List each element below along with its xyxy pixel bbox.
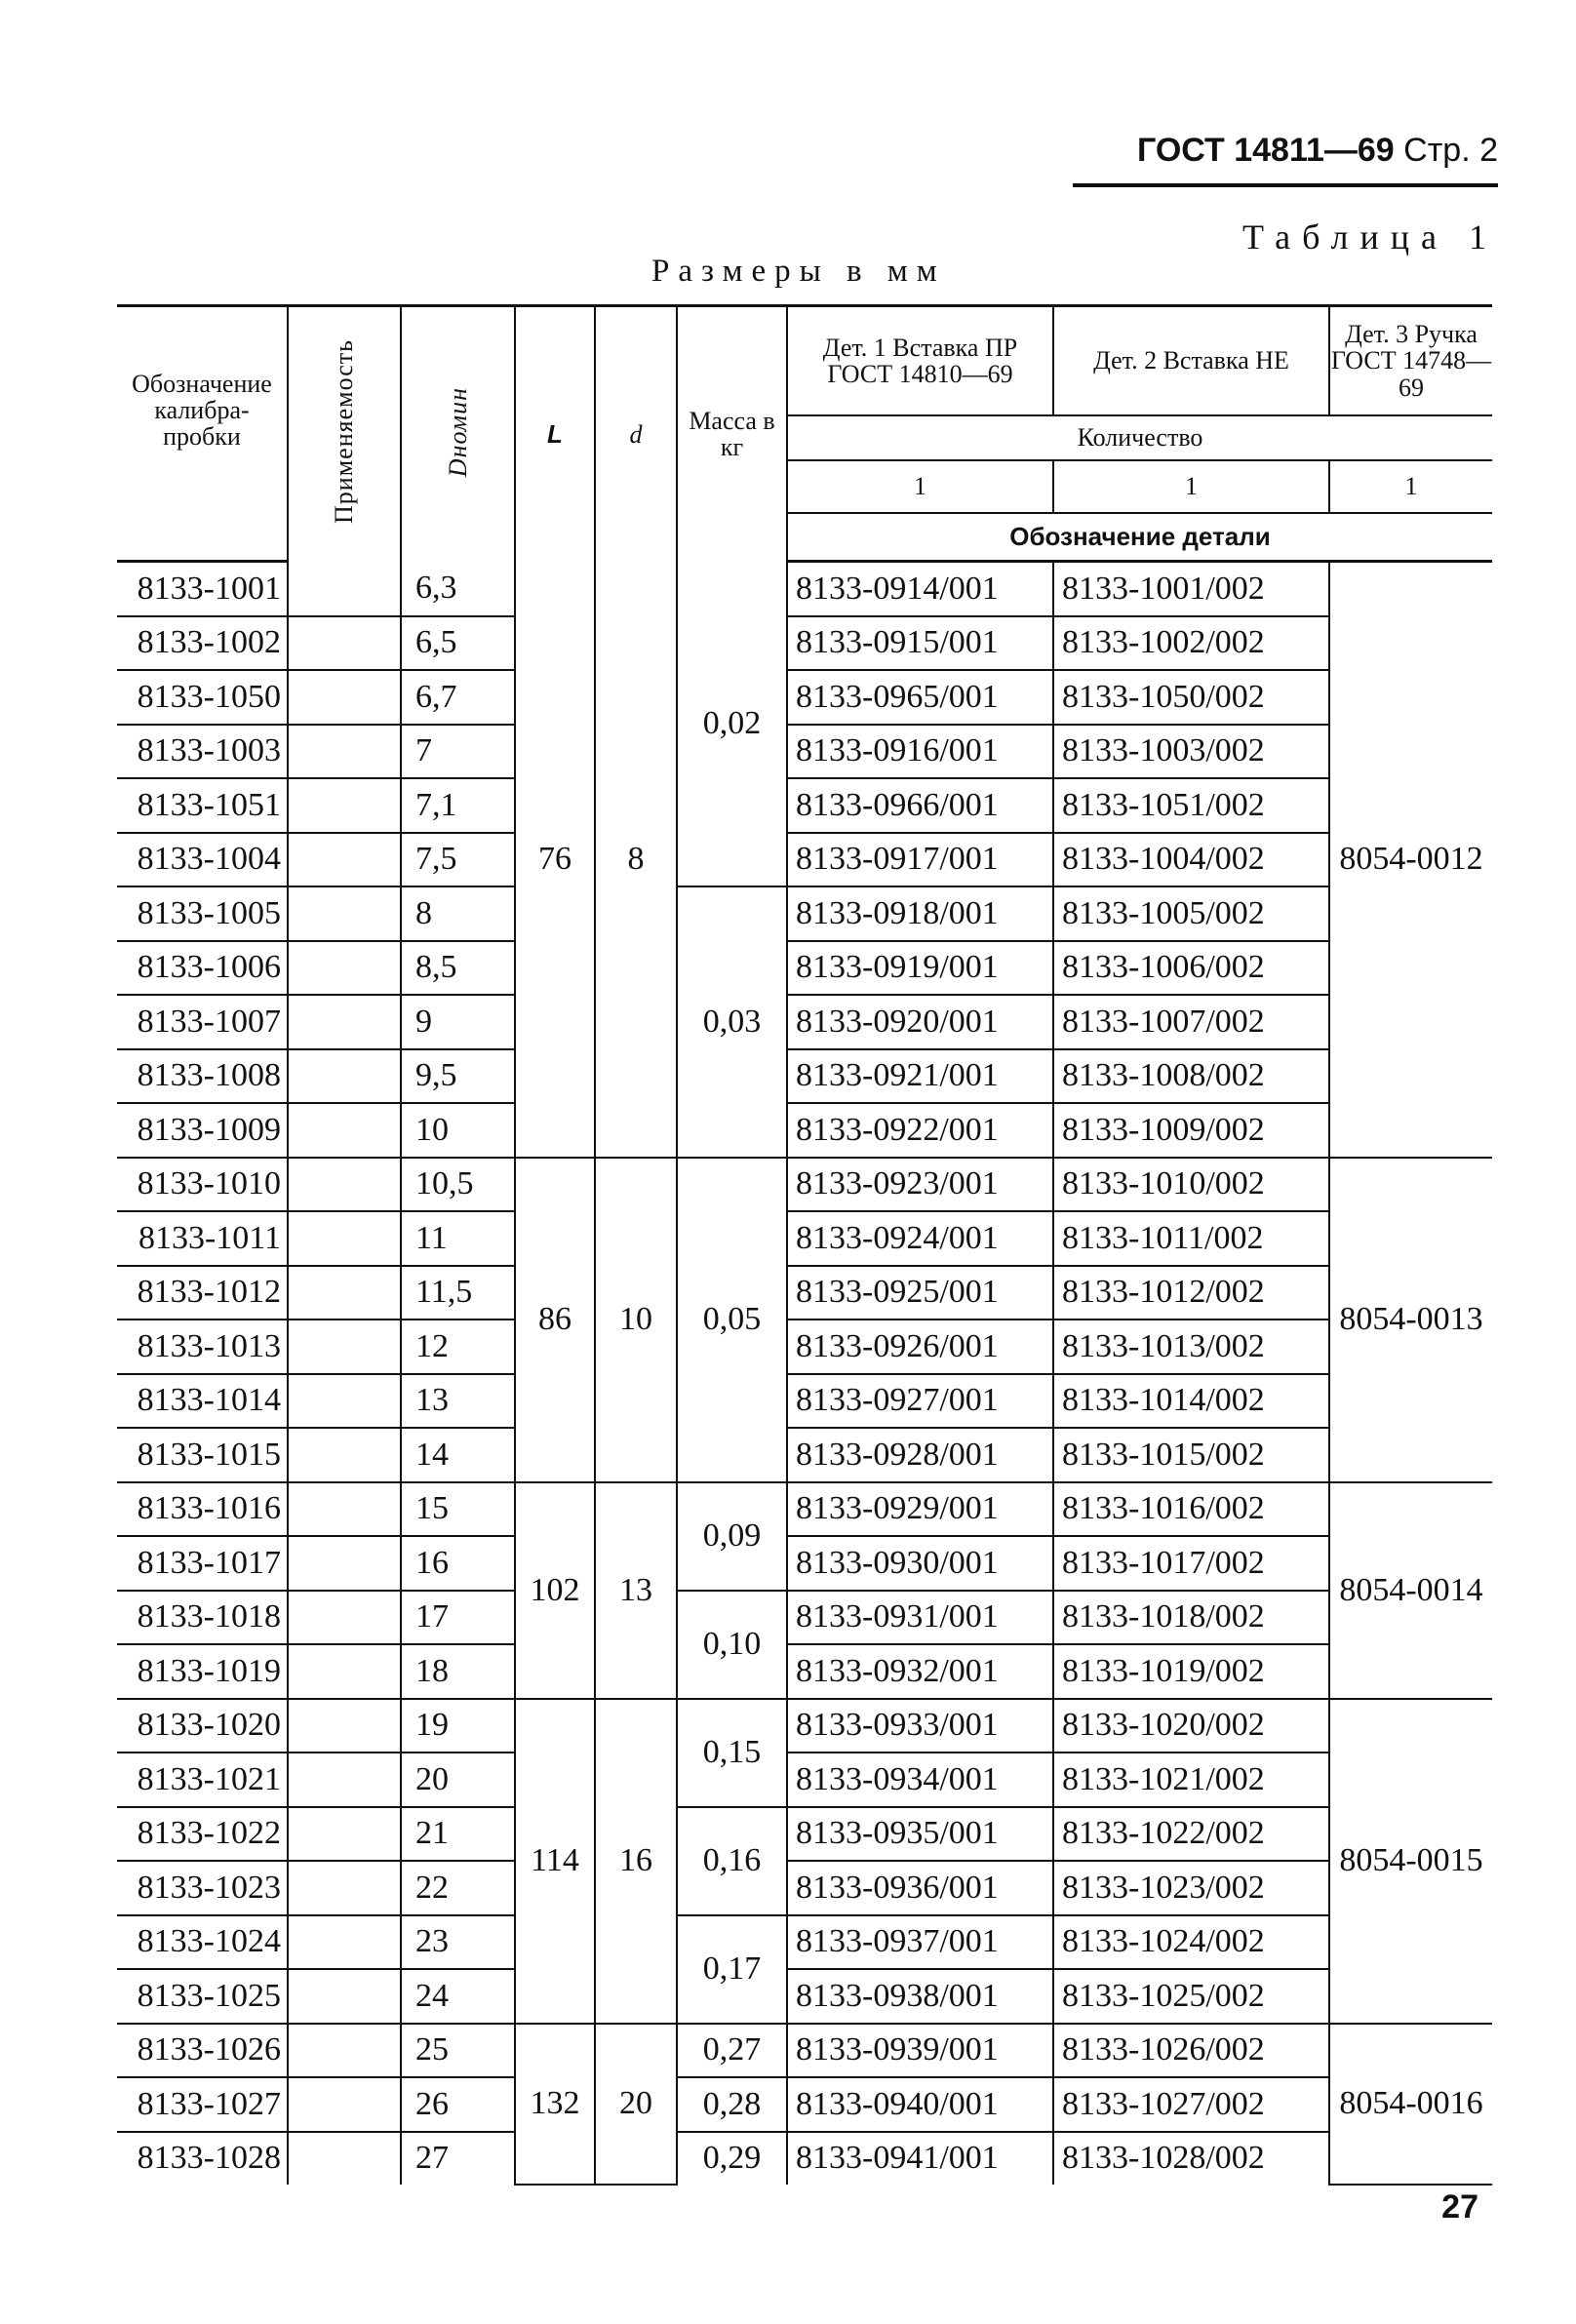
gauge-code: 8133-1001	[117, 562, 288, 616]
d-nom-cell: 10,5	[401, 1158, 515, 1212]
part2-designation: 8133-1003/002	[1053, 725, 1329, 779]
part1-designation: 8133-0929/001	[787, 1482, 1053, 1537]
applicability-cell	[288, 1699, 401, 1753]
gauge-code: 8133-1014	[117, 1374, 288, 1429]
gauge-code: 8133-1027	[117, 2077, 288, 2132]
part2-designation: 8133-1002/002	[1053, 616, 1329, 671]
d-nom-cell: 7,5	[401, 833, 515, 887]
applicability-cell	[288, 1049, 401, 1104]
mass-cell: 0,02	[677, 562, 787, 887]
applicability-cell	[288, 941, 401, 996]
gauge-code: 8133-1050	[117, 670, 288, 725]
table-row	[117, 670, 1492, 725]
col-det3: Дет. 3 Ручка ГОСТ 14748—69	[1329, 306, 1492, 416]
part2-designation: 8133-1001/002	[1053, 562, 1329, 616]
part1-designation: 8133-0936/001	[787, 1861, 1053, 1915]
d-nom-cell: 22	[401, 1861, 515, 1915]
d-nom-cell: 13	[401, 1374, 515, 1429]
part2-designation: 8133-1015/002	[1053, 1428, 1329, 1482]
handle-designation: 8054-0015	[1329, 1699, 1492, 2024]
table-row	[117, 778, 1492, 833]
part1-designation: 8133-0933/001	[787, 1699, 1053, 1753]
part1-designation: 8133-0940/001	[787, 2077, 1053, 2132]
table-row	[117, 1374, 1492, 1429]
d-nom-cell: 7	[401, 725, 515, 779]
gauge-code: 8133-1009	[117, 1103, 288, 1158]
length-L-cell: 132	[515, 2024, 595, 2186]
gauge-code: 8133-1011	[117, 1211, 288, 1266]
applicability-cell	[288, 833, 401, 887]
part1-designation: 8133-0937/001	[787, 1915, 1053, 1970]
part2-designation: 8133-1005/002	[1053, 886, 1329, 941]
quantity-header: Количество	[787, 415, 1492, 460]
part1-designation: 8133-0941/001	[787, 2132, 1053, 2186]
gauge-code: 8133-1010	[117, 1158, 288, 1212]
d-nom-cell: 9	[401, 995, 515, 1049]
col-designation: Обозначение калибра-пробки	[117, 306, 288, 514]
d-nom-cell: 20	[401, 1753, 515, 1807]
d-nom-cell: 7,1	[401, 778, 515, 833]
part2-designation: 8133-1026/002	[1053, 2024, 1329, 2078]
table-row	[117, 1211, 1492, 1266]
gauge-code: 8133-1051	[117, 778, 288, 833]
gauge-code: 8133-1020	[117, 1699, 288, 1753]
table-row	[117, 1591, 1492, 1645]
part1-designation: 8133-0966/001	[787, 778, 1053, 833]
part2-designation: 8133-1025/002	[1053, 1969, 1329, 2024]
applicability-cell	[288, 886, 401, 941]
qty-det2: 1	[1053, 460, 1329, 513]
applicability-cell	[288, 1266, 401, 1320]
part2-designation: 8133-1017/002	[1053, 1536, 1329, 1591]
part1-designation: 8133-0921/001	[787, 1049, 1053, 1104]
applicability-cell	[288, 995, 401, 1049]
d-nom-cell: 11,5	[401, 1266, 515, 1320]
units-label: Размеры в мм	[651, 254, 946, 289]
part1-designation: 8133-0916/001	[787, 725, 1053, 779]
table-row	[117, 1049, 1492, 1104]
length-L-cell: 86	[515, 1158, 595, 1482]
part1-designation: 8133-0930/001	[787, 1536, 1053, 1591]
part1-designation: 8133-0919/001	[787, 941, 1053, 996]
part1-designation: 8133-0923/001	[787, 1158, 1053, 1212]
part1-designation: 8133-0935/001	[787, 1807, 1053, 1862]
gauge-code: 8133-1016	[117, 1482, 288, 1537]
table-row	[117, 1753, 1492, 1807]
applicability-cell	[288, 1428, 401, 1482]
handle-designation: 8054-0012	[1329, 562, 1492, 1158]
gauge-code: 8133-1008	[117, 1049, 288, 1104]
part2-designation: 8133-1010/002	[1053, 1158, 1329, 1212]
part1-designation: 8133-0922/001	[787, 1103, 1053, 1158]
handle-designation: 8054-0016	[1329, 2024, 1492, 2186]
part2-designation: 8133-1006/002	[1053, 941, 1329, 996]
part1-designation: 8133-0925/001	[787, 1266, 1053, 1320]
table-row	[117, 1158, 1492, 1212]
col-dnom-label: Dномин	[443, 386, 472, 477]
part1-designation: 8133-0934/001	[787, 1753, 1053, 1807]
qty-det3: 1	[1329, 460, 1492, 513]
page-reference: Стр. 2	[1403, 132, 1498, 169]
mass-cell: 0,16	[677, 1807, 787, 1915]
part1-designation: 8133-0932/001	[787, 1644, 1053, 1699]
part1-designation: 8133-0928/001	[787, 1428, 1053, 1482]
d-nom-cell: 23	[401, 1915, 515, 1970]
d-nom-cell: 26	[401, 2077, 515, 2132]
part1-designation: 8133-0924/001	[787, 1211, 1053, 1266]
col-det1: Дет. 1 Вставка ПР ГОСТ 14810—69	[787, 306, 1053, 416]
applicability-cell	[288, 725, 401, 779]
d-nom-cell: 14	[401, 1428, 515, 1482]
part2-designation: 8133-1011/002	[1053, 1211, 1329, 1266]
part1-designation: 8133-0939/001	[787, 2024, 1053, 2078]
applicability-cell	[288, 2132, 401, 2186]
gauge-code: 8133-1006	[117, 941, 288, 996]
col-designation-cont	[117, 513, 288, 562]
gauge-code: 8133-1017	[117, 1536, 288, 1591]
length-L-cell: 102	[515, 1482, 595, 1699]
part2-designation: 8133-1051/002	[1053, 778, 1329, 833]
part2-designation: 8133-1019/002	[1053, 1644, 1329, 1699]
part2-designation: 8133-1014/002	[1053, 1374, 1329, 1429]
col-det2: Дет. 2 Вставка НЕ	[1053, 306, 1329, 416]
d-nom-cell: 17	[401, 1591, 515, 1645]
part2-designation: 8133-1024/002	[1053, 1915, 1329, 1970]
page-number: 27	[1441, 2188, 1478, 2226]
applicability-cell	[288, 778, 401, 833]
gauge-code: 8133-1028	[137, 2140, 281, 2177]
gauge-code: 8133-1015	[117, 1428, 288, 1482]
col-L: L	[515, 306, 595, 562]
applicability-cell	[288, 1644, 401, 1699]
part-designation-header: Обозначение детали	[787, 513, 1492, 562]
gauge-code: 8133-1003	[117, 725, 288, 779]
gauge-code: 8133-1026	[117, 2024, 288, 2078]
applicability-cell	[288, 1969, 401, 2024]
part2-designation: 8133-1023/002	[1053, 1861, 1329, 1915]
gauge-code: 8133-1018	[117, 1591, 288, 1645]
mass-cell: 0,03	[677, 886, 787, 1158]
table-row	[117, 616, 1492, 671]
applicability-cell	[288, 2024, 401, 2078]
dimensions-table	[117, 304, 1492, 2186]
part2-designation: 8133-1018/002	[1053, 1591, 1329, 1645]
part1-designation: 8133-0918/001	[787, 886, 1053, 941]
mass-cell: 0,27	[677, 2024, 787, 2078]
part2-designation: 8133-1009/002	[1053, 1103, 1329, 1158]
page-header	[1137, 132, 1498, 170]
col-applicability	[288, 306, 401, 562]
diameter-d-cell: 20	[595, 2024, 677, 2186]
part2-designation: 8133-1016/002	[1053, 1482, 1329, 1537]
table-row	[117, 725, 1492, 779]
diameter-d-cell: 10	[595, 1158, 677, 1482]
diameter-d-cell: 13	[595, 1482, 677, 1699]
applicability-cell	[288, 1915, 401, 1970]
gauge-code: 8133-1004	[117, 833, 288, 887]
handle-designation: 8054-0014	[1329, 1482, 1492, 1699]
table-row	[117, 2132, 1492, 2186]
table-row	[117, 995, 1492, 1049]
gauge-code: 8133-1024	[117, 1915, 288, 1970]
gauge-code: 8133-1025	[117, 1969, 288, 2024]
table-row	[117, 1266, 1492, 1320]
table-row	[117, 1969, 1492, 2024]
gauge-code: 8133-1019	[117, 1644, 288, 1699]
mass-cell: 0,05	[677, 1158, 787, 1482]
handle-designation: 8054-0013	[1329, 1158, 1492, 1482]
part2-designation: 8133-1022/002	[1053, 1807, 1329, 1862]
d-nom-cell: 8,5	[401, 941, 515, 996]
table-row	[117, 1320, 1492, 1374]
col-mass: Масса в кг	[677, 306, 787, 562]
d-nom-cell: 24	[401, 1969, 515, 2024]
mass-cell: 0,10	[677, 1591, 787, 1699]
part1-designation: 8133-0938/001	[787, 1969, 1053, 2024]
table-row	[117, 1807, 1492, 1862]
applicability-cell	[288, 1211, 401, 1266]
table-row	[117, 941, 1492, 996]
part2-designation: 8133-1007/002	[1053, 995, 1329, 1049]
mass-cell: 0,28	[677, 2077, 787, 2132]
part1-designation: 8133-0914/001	[787, 562, 1053, 616]
part1-designation: 8133-0927/001	[787, 1374, 1053, 1429]
part2-designation: 8133-1012/002	[1053, 1266, 1329, 1320]
table-body	[117, 562, 1492, 2186]
part1-designation: 8133-0931/001	[787, 1591, 1053, 1645]
col-applicability-label: Применяемость	[330, 339, 359, 525]
d-nom-cell: 8	[401, 886, 515, 941]
table-row	[117, 2024, 1492, 2078]
part1-designation: 8133-0917/001	[787, 833, 1053, 887]
part2-designation: 8133-1050/002	[1053, 670, 1329, 725]
diameter-d-cell: 16	[595, 1699, 677, 2024]
gauge-code: 8133-1023	[117, 1861, 288, 1915]
part2-designation: 8133-1013/002	[1053, 1320, 1329, 1374]
diameter-d-cell: 8	[595, 562, 677, 1158]
d-nom-cell: 25	[401, 2024, 515, 2078]
part2-designation: 8133-1021/002	[1053, 1753, 1329, 1807]
table-row	[117, 1644, 1492, 1699]
d-nom-cell: 21	[401, 1807, 515, 1862]
part2-designation: 8133-1020/002	[1053, 1699, 1329, 1753]
applicability-cell	[288, 1536, 401, 1591]
d-nom-cell: 6,5	[401, 616, 515, 671]
d-nom-cell: 6,3	[401, 562, 515, 616]
table-row	[117, 1428, 1492, 1482]
d-nom-cell: 19	[401, 1699, 515, 1753]
gauge-code: 8133-1007	[117, 995, 288, 1049]
table-row	[117, 1482, 1492, 1537]
part2-designation: 8133-1028/002	[1053, 2132, 1329, 2186]
gauge-code: 8133-1012	[117, 1266, 288, 1320]
table-row	[117, 1915, 1492, 1970]
applicability-cell	[288, 1374, 401, 1429]
d-nom-cell: 27	[401, 2132, 515, 2186]
gauge-code: 8133-1013	[117, 1320, 288, 1374]
part1-designation: 8133-0920/001	[787, 995, 1053, 1049]
applicability-cell	[288, 1861, 401, 1915]
table-row	[117, 562, 1492, 616]
mass-cell: 0,09	[677, 1482, 787, 1591]
col-dnom	[401, 306, 515, 562]
d-nom-cell: 18	[401, 1644, 515, 1699]
mass-cell: 0,17	[677, 1915, 787, 2024]
applicability-cell	[288, 562, 401, 616]
col-d: d	[595, 306, 677, 562]
length-L-cell: 114	[515, 1699, 595, 2024]
applicability-cell	[288, 1320, 401, 1374]
table-row	[117, 1861, 1492, 1915]
part1-designation: 8133-0915/001	[787, 616, 1053, 671]
gauge-code: 8133-1005	[117, 886, 288, 941]
table-row	[117, 2077, 1492, 2132]
gauge-code: 8133-1022	[117, 1807, 288, 1862]
applicability-cell	[288, 2077, 401, 2132]
table-row	[117, 1536, 1492, 1591]
table-row	[117, 1699, 1492, 1753]
gauge-code: 8133-1021	[117, 1753, 288, 1807]
d-nom-cell: 15	[401, 1482, 515, 1537]
part2-designation: 8133-1004/002	[1053, 833, 1329, 887]
part1-designation: 8133-0965/001	[787, 670, 1053, 725]
part2-designation: 8133-1027/002	[1053, 2077, 1329, 2132]
table-label: Таблица 1	[1242, 217, 1498, 256]
header-rule	[1073, 183, 1498, 187]
applicability-cell	[288, 1482, 401, 1537]
d-nom-cell: 11	[401, 1211, 515, 1266]
length-L-cell: 76	[515, 562, 595, 1158]
applicability-cell	[288, 616, 401, 671]
applicability-cell	[288, 670, 401, 725]
applicability-cell	[288, 1807, 401, 1862]
qty-det1: 1	[787, 460, 1053, 513]
d-nom-cell: 16	[401, 1536, 515, 1591]
d-nom-cell: 6,7	[401, 670, 515, 725]
table-row	[117, 833, 1492, 887]
part1-designation: 8133-0926/001	[787, 1320, 1053, 1374]
applicability-cell	[288, 1753, 401, 1807]
applicability-cell	[288, 1103, 401, 1158]
d-nom-cell: 12	[401, 1320, 515, 1374]
applicability-cell	[288, 1591, 401, 1645]
mass-cell: 0,29	[677, 2132, 787, 2186]
standard-number: ГОСТ 14811—69	[1137, 132, 1395, 169]
part2-designation: 8133-1008/002	[1053, 1049, 1329, 1104]
table-row	[117, 1103, 1492, 1158]
gauge-code: 8133-1002	[117, 616, 288, 671]
mass-cell: 0,15	[677, 1699, 787, 1807]
applicability-cell	[288, 1158, 401, 1212]
d-nom-cell: 9,5	[401, 1049, 515, 1104]
d-nom-cell: 10	[401, 1103, 515, 1158]
table-row	[117, 886, 1492, 941]
